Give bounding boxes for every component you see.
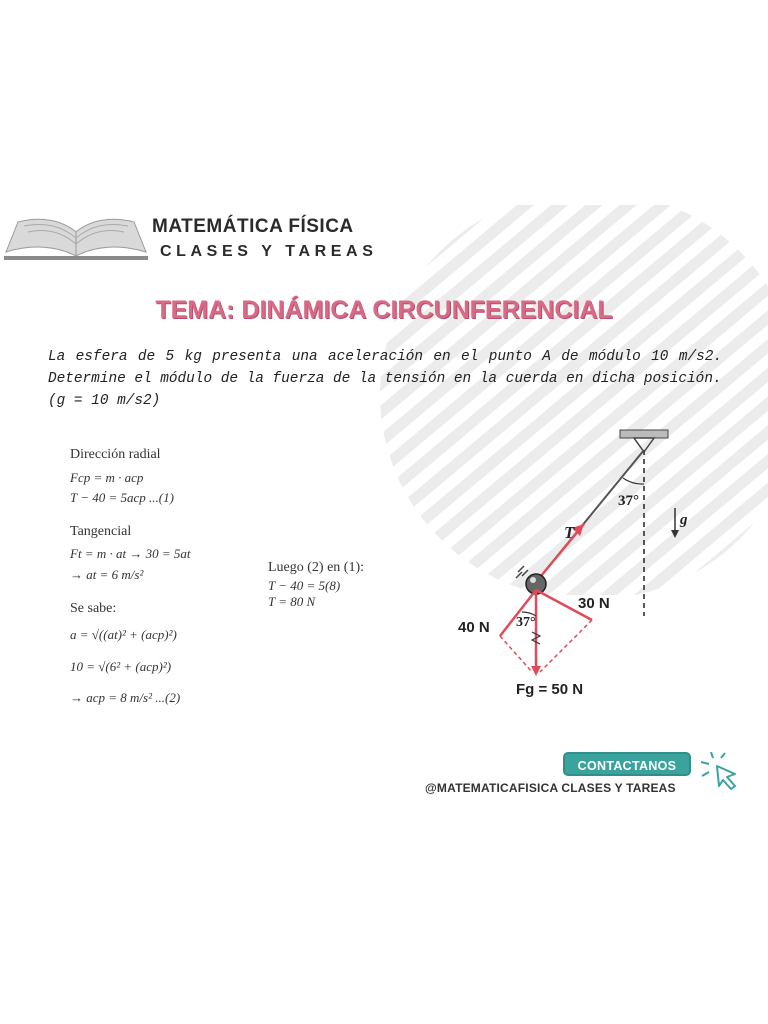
radial-eq1: Fcp = m · acp (70, 470, 144, 485)
open-book-icon (2, 208, 150, 264)
top-angle-arc (623, 478, 644, 484)
angle-top-label: 37° (618, 493, 639, 509)
tangential-eq1: Ft = m · at → 30 = 5at (70, 546, 191, 561)
radial-eq2: T − 40 = 5acp ...(1) (70, 490, 174, 505)
problem-text: La esfera de 5 kg presenta una aceleración en el punto A de módulo 10 m/s2. Determine el módulo de la fuerza de la tensión en la cuerda en dicha posición. (48, 349, 722, 387)
contact-button[interactable]: CONTACTANOS (563, 752, 691, 776)
brand-title: MATEMÁTICA FÍSICA (152, 216, 354, 237)
pointer-click-icon (695, 752, 743, 796)
angle-bottom-label: 37° (516, 615, 536, 630)
weight-label: Fg = 50 N (516, 681, 584, 698)
then-eq1: T − 40 = 5(8) (268, 578, 341, 593)
force-left-label: 40 N (458, 619, 490, 636)
force-right-label: 30 N (578, 595, 610, 612)
problem-given: (g = 10 m/s2) (48, 393, 161, 409)
then-eq2: T = 80 N (268, 594, 316, 609)
social-handle[interactable]: @MATEMATICAFISICA CLASES Y TAREAS (425, 781, 676, 795)
known-heading: Se sabe: (70, 601, 117, 616)
radial-heading: Dirección radial (70, 447, 161, 462)
then-heading: Luego (2) en (1): (268, 560, 365, 575)
ceiling-support (620, 430, 668, 438)
sphere-shine (530, 577, 536, 583)
brand-subtitle: CLASES Y TAREAS (160, 243, 378, 260)
gravity-label: g (680, 512, 688, 528)
dashed-side-left (500, 636, 532, 672)
pivot (634, 438, 654, 452)
tension-label: T (564, 523, 575, 542)
tangential-heading: Tangencial (70, 524, 132, 539)
known-eq2: 10 = √(6² + (acp)²) (70, 659, 172, 674)
known-eq3: → acp = 8 m/s² ...(2) (70, 690, 181, 705)
weight-arrowhead (531, 666, 541, 676)
problem-statement (48, 346, 722, 412)
tangential-eq2: → at = 6 m/s² (70, 567, 144, 582)
weight-mark (532, 632, 540, 644)
topic-title: TEMA: DINÁMICA CIRCUNFERENCIAL (155, 296, 613, 324)
dashed-side-right (540, 620, 592, 672)
motion-hatch (516, 566, 528, 578)
force-diagram (420, 420, 750, 710)
known-eq1: a = √((at)² + (acp)²) (70, 627, 177, 642)
gravity-arrowhead (671, 530, 679, 538)
